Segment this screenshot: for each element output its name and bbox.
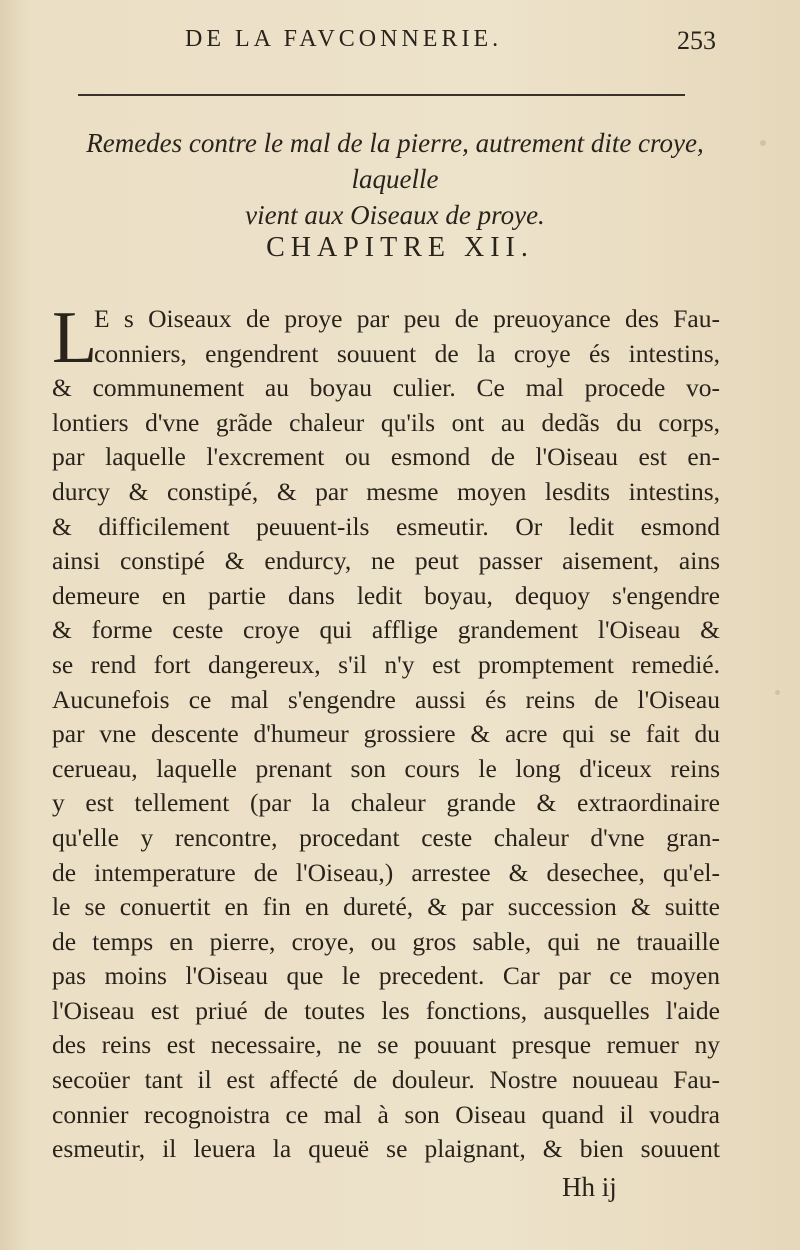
text-line: esmeutir, il leuera la queuë se plaignant, & bien souuent [52,1134,720,1164]
text-line: & communement au boyau culier. Ce mal procede vo- [52,373,720,403]
text-line: qu'elle y rencontre, procedant ceste chaleur d'vne gran- [52,822,720,852]
foxing-spot [760,140,766,146]
chapter-heading-line-2: vient aux Oiseaux de proye. [245,200,545,230]
running-title: DE LA FAVCONNERIE. [185,26,503,52]
text-line: par laquelle l'excrement ou esmond de l'Oiseau est en- [52,442,720,472]
catchword-signature: Hh ij [562,1172,617,1202]
text-line: & forme ceste croye qui afflige grandement l'Oiseau & [52,615,720,645]
chapter-heading-line-1: Remedes contre le mal de la pierre, autrement dite croye, laquelle [86,128,704,194]
text-line: l'Oiseau est priué de toutes les fonctions, ausquelles l'aide [52,995,720,1025]
text-line: se rend fort dangereux, s'il n'y est promptement remedié. [52,649,720,679]
text-line: de temps en pierre, croye, ou gros sable, qui ne trauaille [52,926,720,956]
text-line: le se conuertit en fin en dureté, & par succession & suitte [52,892,720,922]
chapter-number: CHAPITRE XII. [266,232,534,263]
text-line: & difficilement peuuent-ils esmeutir. Or ledit esmond [52,511,720,541]
foxing-spot [775,690,780,695]
text-line: Aucunefois ce mal s'engendre aussi és reins de l'Oiseau [52,684,720,714]
text-line: E s Oiseaux de proye par peu de preuoyance des Fau- [94,304,720,333]
text-line: secoüer tant il est affecté de douleur. Nostre nouueau Fau- [52,1065,720,1095]
text-line: demeure en partie dans ledit boyau, dequoy s'engendre [52,580,720,610]
text-line: y est tellement (par la chaleur grande & extraordinaire [52,788,720,818]
text-line: ainsi constipé & endurcy, ne peut passer aisement, ains [52,546,720,576]
text-line: de intemperature de l'Oiseau,) arrestee & desechee, qu'el- [52,857,720,887]
text-line: conniers, engendrent souuent de la croye és intestins, [94,338,720,368]
drop-cap: L [52,297,98,379]
text-line: par vne descente d'humeur grossiere & acre qui se fait du [52,719,720,749]
text-line: des reins est necessaire, ne se pouuant presque remuer ny [52,1030,720,1060]
text-line: cerueau, laquelle prenant son cours le long d'iceux reins [52,753,720,783]
text-line: durcy & constipé, & par mesme moyen lesdits intestins, [52,476,720,506]
body-text [52,297,720,1167]
page-header [0,22,800,62]
page-number: 253 [677,26,716,55]
text-line: pas moins l'Oiseau que le precedent. Car par ce moyen [52,961,720,991]
header-rule [78,94,685,96]
text-line: lontiers d'vne grãde chaleur qu'ils ont au dedãs du corps, [52,407,720,437]
chapter-heading [55,125,735,233]
text-line: connier recognoistra ce mal à son Oiseau quand il voudra [52,1099,720,1129]
